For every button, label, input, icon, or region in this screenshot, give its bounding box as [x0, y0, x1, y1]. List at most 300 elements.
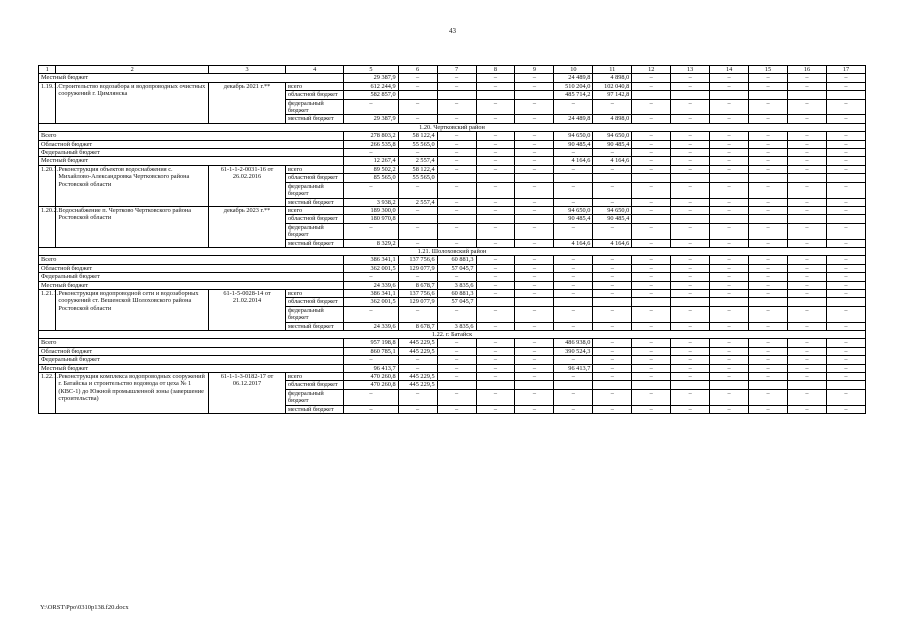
value-cell: – [437, 182, 476, 198]
value-cell: – [515, 165, 554, 173]
value-cell: – [632, 223, 671, 239]
value-cell: – [515, 115, 554, 123]
value-cell: – [398, 364, 437, 372]
budget-table-wrapper [38, 65, 866, 414]
value-cell: – [593, 182, 632, 198]
value-cell: – [788, 364, 827, 372]
summary-label: Областной бюджет [39, 347, 344, 355]
value-cell: 510 204,0 [554, 82, 593, 90]
value-cell: – [437, 373, 476, 381]
value-cell: – [476, 347, 515, 355]
value-cell: – [826, 74, 865, 82]
value-cell [749, 91, 788, 99]
value-cell: 189 300,0 [344, 206, 398, 214]
value-cell: – [826, 373, 865, 381]
value-cell: – [344, 223, 398, 239]
value-cell: – [671, 82, 710, 90]
value-cell: – [710, 322, 749, 330]
value-cell: – [671, 322, 710, 330]
value-cell: – [788, 74, 827, 82]
value-cell: – [710, 239, 749, 247]
value-cell: – [593, 289, 632, 297]
value-cell: 4 898,0 [593, 74, 632, 82]
value-cell: – [344, 182, 398, 198]
value-cell: – [632, 356, 671, 364]
value-cell: – [826, 140, 865, 148]
funding-source-label: областной бюджет [285, 381, 343, 389]
value-cell: – [788, 256, 827, 264]
value-cell: – [632, 364, 671, 372]
value-cell: – [671, 347, 710, 355]
column-number-cell: 11 [593, 66, 632, 74]
value-cell: 8 678,7 [398, 322, 437, 330]
value-cell: – [515, 281, 554, 289]
column-number-cell: 5 [344, 66, 398, 74]
column-number-cell: 16 [788, 66, 827, 74]
value-cell: – [788, 373, 827, 381]
value-cell: – [593, 405, 632, 413]
summary-label: Местный бюджет [39, 364, 344, 372]
value-cell: – [710, 140, 749, 148]
value-cell: 94 650,0 [554, 132, 593, 140]
value-cell: – [476, 149, 515, 157]
value-cell [749, 298, 788, 306]
value-cell: – [671, 364, 710, 372]
value-cell: – [749, 405, 788, 413]
value-cell: 266 535,8 [344, 140, 398, 148]
value-cell: – [593, 389, 632, 405]
funding-source-label: областной бюджет [285, 174, 343, 182]
value-cell [710, 381, 749, 389]
value-cell: – [437, 140, 476, 148]
project-number: 1.22.1. [39, 373, 56, 414]
value-cell: – [788, 322, 827, 330]
value-cell: – [476, 289, 515, 297]
value-cell: – [632, 273, 671, 281]
value-cell: – [515, 140, 554, 148]
value-cell: – [749, 140, 788, 148]
value-cell: – [476, 206, 515, 214]
value-cell: – [710, 289, 749, 297]
value-cell: – [749, 115, 788, 123]
value-cell: – [710, 373, 749, 381]
value-cell: 96 413,7 [554, 364, 593, 372]
value-cell: – [476, 364, 515, 372]
value-cell: – [515, 347, 554, 355]
value-cell: – [344, 306, 398, 322]
value-cell: – [710, 389, 749, 405]
value-cell: 445 229,5 [398, 347, 437, 355]
value-cell: 4 164,6 [593, 157, 632, 165]
value-cell: – [554, 373, 593, 381]
value-cell: – [788, 281, 827, 289]
value-cell: 2 557,4 [398, 198, 437, 206]
summary-row [39, 339, 866, 347]
project-name: Реконструкция водопроводной сети и водозаборных сооружений ст. Вешенской Шолоховского района Ростовской области [56, 289, 209, 330]
value-cell: – [788, 389, 827, 405]
value-cell: – [593, 281, 632, 289]
value-cell: – [515, 339, 554, 347]
value-cell: – [398, 223, 437, 239]
value-cell: – [554, 289, 593, 297]
column-number-cell: 12 [632, 66, 671, 74]
section-title: 1.20. Чертковский район [39, 123, 866, 131]
section-row [39, 331, 866, 339]
summary-row [39, 149, 866, 157]
value-cell [437, 91, 476, 99]
value-cell: – [593, 165, 632, 173]
value-cell: – [476, 157, 515, 165]
value-cell: 3 938,2 [344, 198, 398, 206]
value-cell [826, 298, 865, 306]
project-row [39, 206, 866, 214]
value-cell: – [437, 364, 476, 372]
column-number-cell: 13 [671, 66, 710, 74]
value-cell: 470 260,8 [344, 381, 398, 389]
value-cell [826, 381, 865, 389]
value-cell [398, 91, 437, 99]
value-cell: – [554, 281, 593, 289]
value-cell [710, 91, 749, 99]
value-cell: – [826, 273, 865, 281]
value-cell: – [710, 347, 749, 355]
value-cell [710, 298, 749, 306]
value-cell: – [476, 74, 515, 82]
value-cell: – [826, 223, 865, 239]
value-cell: – [671, 223, 710, 239]
summary-row [39, 74, 866, 82]
value-cell: 94 650,0 [554, 206, 593, 214]
value-cell [437, 381, 476, 389]
project-number: 1.19.1. [39, 82, 56, 123]
project-row [39, 289, 866, 297]
value-cell: 24 489,8 [554, 115, 593, 123]
value-cell: – [437, 99, 476, 115]
value-cell: – [398, 115, 437, 123]
funding-source-label: федеральный бюджет [285, 389, 343, 405]
value-cell: – [515, 322, 554, 330]
project-name: Реконструкция комплекса водопроводных сооружений г. Батайска и строительство водовода от цеха № 1 (КВС-1) до Южной промышленной зоны (завершение строительства) [56, 373, 209, 414]
value-cell: – [632, 182, 671, 198]
value-cell: – [788, 405, 827, 413]
funding-source-label: федеральный бюджет [285, 306, 343, 322]
value-cell: – [515, 389, 554, 405]
value-cell [437, 215, 476, 223]
project-name: Строительство водозабора и водопроводных очистных сооружений г. Цимлянска [56, 82, 209, 123]
value-cell [515, 298, 554, 306]
value-cell: – [788, 149, 827, 157]
summary-label: Всего [39, 256, 344, 264]
value-cell: – [710, 306, 749, 322]
value-cell: – [632, 206, 671, 214]
value-cell: – [632, 157, 671, 165]
value-cell: – [749, 256, 788, 264]
value-cell: 94 650,0 [593, 206, 632, 214]
value-cell: – [671, 256, 710, 264]
value-cell: 58 122,4 [398, 132, 437, 140]
value-cell: – [344, 389, 398, 405]
value-cell: – [515, 132, 554, 140]
value-cell: – [671, 74, 710, 82]
value-cell [476, 174, 515, 182]
value-cell: – [671, 405, 710, 413]
value-cell: – [437, 239, 476, 247]
value-cell: 180 970,8 [344, 215, 398, 223]
value-cell [788, 298, 827, 306]
value-cell [593, 381, 632, 389]
value-cell: – [593, 356, 632, 364]
value-cell: – [710, 206, 749, 214]
summary-label: Федеральный бюджет [39, 273, 344, 281]
column-number-cell: 8 [476, 66, 515, 74]
value-cell: 612 244,9 [344, 82, 398, 90]
summary-row [39, 347, 866, 355]
value-cell: – [788, 239, 827, 247]
value-cell: – [710, 165, 749, 173]
value-cell: 362 001,5 [344, 264, 398, 272]
value-cell: – [515, 373, 554, 381]
value-cell: – [515, 223, 554, 239]
value-cell: – [593, 273, 632, 281]
funding-source-label: местный бюджет [285, 198, 343, 206]
value-cell: – [554, 223, 593, 239]
funding-source-label: всего [285, 373, 343, 381]
value-cell [710, 215, 749, 223]
value-cell: – [476, 356, 515, 364]
value-cell: – [749, 239, 788, 247]
value-cell: 57 045,7 [437, 264, 476, 272]
value-cell: – [344, 149, 398, 157]
summary-row [39, 281, 866, 289]
summary-row [39, 264, 866, 272]
value-cell [515, 215, 554, 223]
value-cell: – [632, 239, 671, 247]
value-cell: – [826, 115, 865, 123]
value-cell: 4 898,0 [593, 115, 632, 123]
file-path-footer: Y:\ORST\Ppo\0310p138.f20.docx [40, 604, 129, 611]
summary-row [39, 364, 866, 372]
value-cell: – [476, 132, 515, 140]
value-cell: – [476, 339, 515, 347]
value-cell: – [749, 149, 788, 157]
value-cell: 445 229,5 [398, 381, 437, 389]
value-cell: – [788, 198, 827, 206]
value-cell: – [437, 157, 476, 165]
section-title: 1.21. Шолоховский район [39, 247, 866, 255]
value-cell: – [788, 82, 827, 90]
funding-source-label: всего [285, 165, 343, 173]
value-cell: – [554, 405, 593, 413]
value-cell: – [593, 322, 632, 330]
page-number: 43 [449, 27, 456, 35]
value-cell: – [710, 356, 749, 364]
value-cell: 2 557,4 [398, 157, 437, 165]
value-cell: 386 341,1 [344, 289, 398, 297]
value-cell: – [593, 373, 632, 381]
value-cell: – [476, 281, 515, 289]
value-cell [788, 91, 827, 99]
value-cell: – [476, 256, 515, 264]
value-cell: – [437, 74, 476, 82]
value-cell [476, 381, 515, 389]
summary-row [39, 356, 866, 364]
column-number-cell: 3 [209, 66, 286, 74]
value-cell: – [826, 289, 865, 297]
value-cell: – [476, 165, 515, 173]
value-cell: – [398, 273, 437, 281]
funding-source-label: областной бюджет [285, 298, 343, 306]
value-cell: – [788, 289, 827, 297]
value-cell: – [437, 405, 476, 413]
value-cell: – [671, 149, 710, 157]
value-cell: – [398, 239, 437, 247]
value-cell: 4 164,6 [554, 157, 593, 165]
column-number-cell: 17 [826, 66, 865, 74]
value-cell: – [749, 273, 788, 281]
value-cell [515, 381, 554, 389]
value-cell: – [749, 339, 788, 347]
value-cell: 860 785,1 [344, 347, 398, 355]
column-number-cell: 2 [56, 66, 209, 74]
value-cell: – [476, 140, 515, 148]
value-cell: 97 142,8 [593, 91, 632, 99]
value-cell: 24 489,8 [554, 74, 593, 82]
value-cell: – [788, 339, 827, 347]
value-cell: – [749, 182, 788, 198]
value-cell: – [671, 140, 710, 148]
value-cell: – [788, 356, 827, 364]
value-cell: – [826, 389, 865, 405]
value-cell: – [515, 273, 554, 281]
column-number-cell: 4 [285, 66, 343, 74]
value-cell [476, 215, 515, 223]
value-cell: 85 565,0 [344, 174, 398, 182]
value-cell: – [671, 356, 710, 364]
value-cell: – [437, 132, 476, 140]
value-cell: – [344, 99, 398, 115]
summary-label: Всего [39, 339, 344, 347]
value-cell: 486 938,0 [554, 339, 593, 347]
value-cell: – [476, 82, 515, 90]
value-cell: – [554, 273, 593, 281]
value-cell: – [710, 273, 749, 281]
value-cell: – [826, 364, 865, 372]
value-cell: – [398, 389, 437, 405]
value-cell: – [710, 149, 749, 157]
value-cell: – [593, 264, 632, 272]
funding-source-label: федеральный бюджет [285, 182, 343, 198]
column-number-cell: 10 [554, 66, 593, 74]
value-cell: – [554, 182, 593, 198]
value-cell: – [593, 198, 632, 206]
summary-label: Местный бюджет [39, 157, 344, 165]
value-cell: – [671, 373, 710, 381]
value-cell: – [671, 273, 710, 281]
value-cell: 278 803,2 [344, 132, 398, 140]
value-cell: 3 835,6 [437, 322, 476, 330]
value-cell: – [749, 206, 788, 214]
value-cell: – [749, 198, 788, 206]
value-cell: – [826, 99, 865, 115]
section-title: 1.22. г. Батайск [39, 331, 866, 339]
value-cell: – [788, 306, 827, 322]
value-cell: – [437, 306, 476, 322]
value-cell: – [826, 339, 865, 347]
value-cell: – [788, 182, 827, 198]
value-cell [632, 381, 671, 389]
value-cell: – [749, 289, 788, 297]
value-cell: – [749, 74, 788, 82]
value-cell: – [788, 264, 827, 272]
value-cell: – [476, 322, 515, 330]
value-cell: – [710, 157, 749, 165]
value-cell [632, 215, 671, 223]
value-cell: – [788, 99, 827, 115]
value-cell: – [515, 99, 554, 115]
value-cell: 58 122,4 [398, 165, 437, 173]
value-cell: – [671, 289, 710, 297]
value-cell: – [632, 306, 671, 322]
value-cell [671, 91, 710, 99]
value-cell: – [476, 182, 515, 198]
value-cell: – [398, 206, 437, 214]
value-cell: – [593, 223, 632, 239]
value-cell: – [749, 364, 788, 372]
value-cell [632, 298, 671, 306]
value-cell: – [671, 115, 710, 123]
value-cell [788, 215, 827, 223]
value-cell: – [826, 157, 865, 165]
funding-source-label: всего [285, 289, 343, 297]
value-cell: – [398, 356, 437, 364]
value-cell [749, 381, 788, 389]
value-cell: – [593, 99, 632, 115]
value-cell: – [437, 273, 476, 281]
value-cell: 4 164,6 [554, 239, 593, 247]
value-cell: 24 339,6 [344, 322, 398, 330]
value-cell: 129 077,9 [398, 298, 437, 306]
column-number-cell: 15 [749, 66, 788, 74]
value-cell: 12 267,4 [344, 157, 398, 165]
value-cell [515, 174, 554, 182]
value-cell: – [788, 206, 827, 214]
summary-row [39, 157, 866, 165]
value-cell: – [710, 281, 749, 289]
value-cell: – [710, 74, 749, 82]
value-cell: – [671, 306, 710, 322]
value-cell: – [515, 82, 554, 90]
summary-row [39, 273, 866, 281]
funding-source-label: федеральный бюджет [285, 223, 343, 239]
value-cell: 55 565,0 [398, 174, 437, 182]
value-cell: – [515, 364, 554, 372]
value-cell [476, 298, 515, 306]
project-number: 1.20.1. [39, 165, 56, 206]
column-number-cell: 6 [398, 66, 437, 74]
value-cell: 470 260,8 [344, 373, 398, 381]
value-cell: – [515, 256, 554, 264]
project-deadline: 61-1-5-0028-14 от 21.02.2014 [209, 289, 286, 330]
value-cell: – [593, 339, 632, 347]
funding-source-label: областной бюджет [285, 215, 343, 223]
value-cell [671, 215, 710, 223]
value-cell: 137 756,6 [398, 289, 437, 297]
value-cell: – [515, 356, 554, 364]
value-cell [826, 91, 865, 99]
value-cell: 957 198,8 [344, 339, 398, 347]
value-cell: – [437, 115, 476, 123]
value-cell: 60 881,3 [437, 289, 476, 297]
